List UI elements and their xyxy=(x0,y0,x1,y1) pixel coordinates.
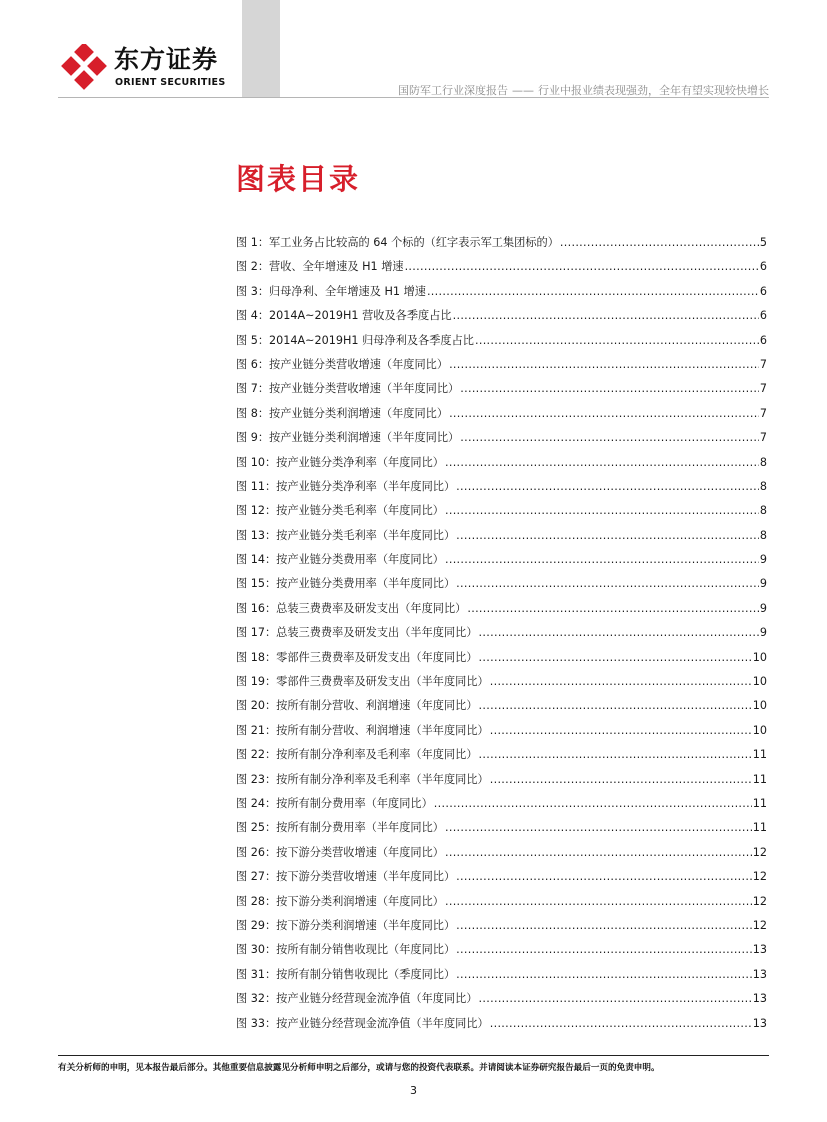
header-separator: —— xyxy=(512,84,534,97)
toc-entry-page: 7 xyxy=(759,406,767,420)
toc-entry-label: 图 6：按产业链分类营收增速（年度同比） xyxy=(236,357,449,371)
toc-entry-label: 图 5：2014A~2019H1 归母净利及各季度占比 xyxy=(236,333,474,347)
toc-entry-label: 图 26：按下游分类营收增速（年度同比） xyxy=(236,845,444,859)
toc-entry-label: 图 20：按所有制分营收、利润增速（年度同比） xyxy=(236,699,478,713)
brand-name-en: ORIENT SECURITIES xyxy=(115,77,226,88)
toc-entry-label: 图 7：按产业链分类营收增速（半年度同比） xyxy=(236,382,460,396)
toc-dot-leader xyxy=(445,890,752,914)
toc-dot-leader xyxy=(475,329,759,353)
toc-dot-leader xyxy=(405,255,759,279)
toc-entry-label: 图 9：按产业链分类利润增速（半年度同比） xyxy=(236,431,460,445)
toc-entry[interactable] xyxy=(236,938,767,962)
toc-dot-leader xyxy=(456,914,752,938)
toc-entry[interactable] xyxy=(236,524,767,548)
header-decoration-block xyxy=(242,0,280,97)
toc-dot-leader xyxy=(479,743,752,767)
toc-dot-leader xyxy=(460,426,759,450)
toc-dot-leader xyxy=(456,938,752,962)
toc-dot-leader xyxy=(490,768,752,792)
page-number: 3 xyxy=(410,1084,417,1097)
toc-dot-leader xyxy=(453,304,759,328)
toc-entry[interactable] xyxy=(236,621,767,645)
toc-entry[interactable] xyxy=(236,694,767,718)
toc-entry-page: 6 xyxy=(759,260,767,274)
toc-entry[interactable] xyxy=(236,743,767,767)
toc-dot-leader xyxy=(434,792,752,816)
toc-entry[interactable] xyxy=(236,670,767,694)
toc-dot-leader xyxy=(445,451,759,475)
toc-entry[interactable] xyxy=(236,426,767,450)
toc-entry-label: 图 4：2014A~2019H1 营收及各季度占比 xyxy=(236,309,452,323)
toc-dot-leader xyxy=(490,670,752,694)
toc-entry-page: 8 xyxy=(759,504,767,518)
toc-entry[interactable] xyxy=(236,841,767,865)
toc-dot-leader xyxy=(456,475,759,499)
toc-entry-page: 13 xyxy=(752,967,767,981)
toc-entry-page: 10 xyxy=(752,675,767,689)
toc-entry-page: 13 xyxy=(752,1016,767,1030)
toc-entry[interactable] xyxy=(236,231,767,255)
toc-entry-label: 图 24：按所有制分费用率（年度同比） xyxy=(236,796,433,810)
toc-entry[interactable] xyxy=(236,987,767,1011)
running-header xyxy=(398,82,769,98)
toc-entry-label: 图 30：按所有制分销售收现比（年度同比） xyxy=(236,943,456,957)
toc-dot-leader xyxy=(467,597,759,621)
orient-securities-logo-icon xyxy=(61,44,107,90)
toc-entry-label: 图 21：按所有制分营收、利润增速（半年度同比） xyxy=(236,723,489,737)
toc-dot-leader xyxy=(449,402,759,426)
page-title: 图表目录 xyxy=(236,162,361,196)
report-type: 国防军工行业深度报告 xyxy=(398,84,508,97)
toc-dot-leader xyxy=(456,572,759,596)
toc-dot-leader xyxy=(479,987,752,1011)
toc-entry[interactable] xyxy=(236,329,767,353)
toc-entry-page: 9 xyxy=(759,553,767,567)
toc-entry[interactable] xyxy=(236,499,767,523)
toc-dot-leader xyxy=(479,694,752,718)
toc-entry-page: 8 xyxy=(759,479,767,493)
figure-toc-list xyxy=(236,231,767,1036)
toc-entry-label: 图 27：按下游分类营收增速（半年度同比） xyxy=(236,870,456,884)
toc-entry[interactable] xyxy=(236,719,767,743)
toc-entry-label: 图 12：按产业链分类毛利率（年度同比） xyxy=(236,504,444,518)
toc-dot-leader xyxy=(445,499,759,523)
toc-entry-page: 10 xyxy=(752,650,767,664)
toc-entry-page: 7 xyxy=(759,357,767,371)
toc-entry-label: 图 19：零部件三费费率及研发支出（半年度同比） xyxy=(236,675,489,689)
toc-entry-label: 图 18：零部件三费费率及研发支出（年度同比） xyxy=(236,650,478,664)
toc-entry-page: 10 xyxy=(752,699,767,713)
toc-entry-label: 图 11：按产业链分类净利率（半年度同比） xyxy=(236,479,456,493)
toc-entry-label: 图 1：军工业务占比较高的 64 个标的（红字表示军工集团标的） xyxy=(236,236,559,249)
toc-entry-page: 12 xyxy=(752,845,767,859)
toc-dot-leader xyxy=(445,816,752,840)
toc-entry-label: 图 33：按产业链分经营现金流净值（半年度同比） xyxy=(236,1016,489,1030)
toc-entry-page: 9 xyxy=(759,601,767,615)
toc-entry-page: 5 xyxy=(759,236,767,249)
toc-entry-page: 8 xyxy=(759,455,767,469)
toc-entry-page: 8 xyxy=(759,528,767,542)
toc-dot-leader xyxy=(456,865,752,889)
toc-dot-leader xyxy=(479,646,752,670)
toc-dot-leader xyxy=(449,353,759,377)
toc-entry-label: 图 16：总装三费费率及研发支出（年度同比） xyxy=(236,601,467,615)
toc-entry-page: 12 xyxy=(752,870,767,884)
toc-entry[interactable] xyxy=(236,963,767,987)
toc-dot-leader xyxy=(445,548,759,572)
toc-entry-page: 13 xyxy=(752,992,767,1006)
toc-entry[interactable] xyxy=(236,914,767,938)
toc-entry[interactable] xyxy=(236,304,767,328)
toc-entry-label: 图 3：归母净利、全年增速及 H1 增速 xyxy=(236,284,426,298)
toc-entry[interactable] xyxy=(236,572,767,596)
toc-dot-leader xyxy=(479,621,759,645)
toc-entry-label: 图 31：按所有制分销售收现比（季度同比） xyxy=(236,967,456,981)
toc-entry[interactable] xyxy=(236,353,767,377)
toc-entry[interactable] xyxy=(236,280,767,304)
toc-entry-page: 11 xyxy=(752,796,767,810)
toc-entry[interactable] xyxy=(236,377,767,401)
toc-dot-leader xyxy=(445,841,752,865)
toc-entry-label: 图 22：按所有制分净利率及毛利率（年度同比） xyxy=(236,748,478,762)
toc-dot-leader xyxy=(560,231,759,255)
toc-entry-page: 9 xyxy=(759,626,767,640)
toc-entry[interactable] xyxy=(236,451,767,475)
toc-entry-page: 11 xyxy=(752,748,767,762)
toc-entry-page: 6 xyxy=(759,284,767,298)
toc-entry-page: 7 xyxy=(759,431,767,445)
toc-entry-label: 图 8：按产业链分类利润增速（年度同比） xyxy=(236,406,449,420)
report-subtitle: 行业中报业绩表现强劲，全年有望实现较快增长 xyxy=(538,84,769,97)
toc-entry-page: 12 xyxy=(752,894,767,908)
toc-entry[interactable] xyxy=(236,1012,767,1036)
footer-divider xyxy=(58,1055,769,1056)
toc-entry-label: 图 2：营收、全年增速及 H1 增速 xyxy=(236,260,404,274)
toc-dot-leader xyxy=(490,719,752,743)
toc-entry[interactable] xyxy=(236,646,767,670)
toc-dot-leader xyxy=(456,963,752,987)
toc-entry-page: 9 xyxy=(759,577,767,591)
toc-entry-label: 图 25：按所有制分费用率（半年度同比） xyxy=(236,821,444,835)
toc-entry-page: 6 xyxy=(759,333,767,347)
toc-entry[interactable] xyxy=(236,475,767,499)
toc-entry-label: 图 23：按所有制分净利率及毛利率（半年度同比） xyxy=(236,772,489,786)
toc-entry-page: 12 xyxy=(752,918,767,932)
header-divider xyxy=(58,97,769,98)
toc-entry-page: 11 xyxy=(752,821,767,835)
toc-entry-label: 图 10：按产业链分类净利率（年度同比） xyxy=(236,455,444,469)
toc-entry-label: 图 32：按产业链分经营现金流净值（年度同比） xyxy=(236,992,478,1006)
toc-entry[interactable] xyxy=(236,597,767,621)
toc-entry-label: 图 14：按产业链分类费用率（年度同比） xyxy=(236,553,444,567)
toc-entry-page: 11 xyxy=(752,772,767,786)
toc-dot-leader xyxy=(460,377,759,401)
footer-disclaimer: 有关分析师的申明，见本报告最后部分。其他重要信息披露见分析师申明之后部分，或请与您的投资代表联系。并请阅读本证券研究报告最后一页的免责申明。 xyxy=(58,1063,660,1073)
toc-entry[interactable] xyxy=(236,890,767,914)
toc-dot-leader xyxy=(456,524,759,548)
toc-entry-label: 图 13：按产业链分类毛利率（半年度同比） xyxy=(236,528,456,542)
toc-entry[interactable] xyxy=(236,865,767,889)
toc-entry[interactable] xyxy=(236,816,767,840)
toc-entry-page: 13 xyxy=(752,943,767,957)
toc-entry-page: 10 xyxy=(752,723,767,737)
toc-entry[interactable] xyxy=(236,402,767,426)
toc-entry-label: 图 15：按产业链分类费用率（半年度同比） xyxy=(236,577,456,591)
toc-dot-leader xyxy=(427,280,759,304)
brand-name-cn: 东方证券 xyxy=(114,45,219,74)
toc-entry[interactable] xyxy=(236,548,767,572)
toc-entry-page: 7 xyxy=(759,382,767,396)
toc-entry[interactable] xyxy=(236,255,767,279)
toc-entry-label: 图 29：按下游分类利润增速（半年度同比） xyxy=(236,918,456,932)
toc-entry[interactable] xyxy=(236,768,767,792)
toc-entry-label: 图 28：按下游分类利润增速（年度同比） xyxy=(236,894,444,908)
toc-entry-page: 6 xyxy=(759,309,767,323)
toc-entry-label: 图 17：总装三费费率及研发支出（半年度同比） xyxy=(236,626,478,640)
company-logo xyxy=(61,44,233,92)
toc-entry[interactable] xyxy=(236,792,767,816)
toc-dot-leader xyxy=(490,1012,752,1036)
